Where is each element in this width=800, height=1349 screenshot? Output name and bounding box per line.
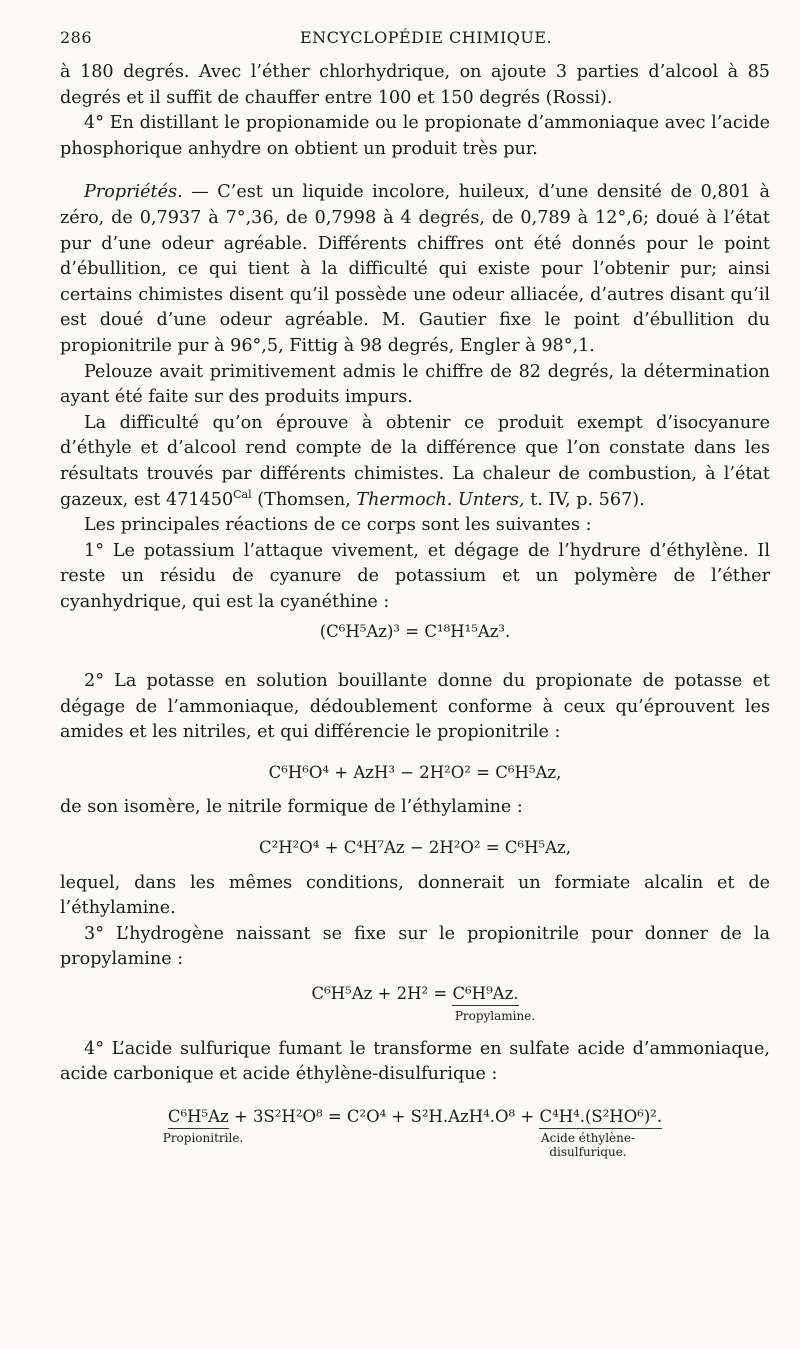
equation-sulfuric [60, 1104, 770, 1130]
equation-potash: C⁶H⁶O⁴ + AzH³ − 2H²O² = C⁶H⁵Az, [268, 762, 562, 782]
paragraph: à 180 degrés. Avec l’éther chlorhydrique, on ajoute 3 parties d’alcool à 85 degrés et il suffit de chauffer entre 100 et 150 degrés (Rossi). [60, 62, 770, 108]
paragraph: 2° La potasse en solution bouillante donne du propionate de potasse et dégage de l’ammoniaque, dédoublement conforme à ceux qu’éprouvent les amides et les nitriles, et qui différencie le propionitrile : [60, 671, 770, 743]
paragraph-text: — C’est un liquide incolore, huileux, d’une densité de 0,801 à zéro, de 0,7937 à 7°,36, de 0,7998 à 4 degrés, de 0,789 à 12°,6; doué à l’état pur d’une odeur agréable. Différents chiffres ont été donnés pour le point d’ébullition, ce qui tient à la difficulté qui existe pour l’obtenir pur; ainsi certains chimistes disent qu’il possède une odeur alliacée, d’autres disant qu’il est doué d’une odeur agréable. M. Gautier fixe le point d’ébullition du propionitrile pur à 96°,5, Fittig à 98 degrés, Engler à 98°,1. [60, 182, 770, 356]
equation-reactant: C⁶H⁵Az [168, 1106, 229, 1129]
body-text [60, 60, 770, 1173]
paragraph: lequel, dans les mêmes conditions, donnerait un formiate alcalin et de l’éthylamine. [60, 872, 770, 919]
equation-labels [60, 1007, 770, 1029]
paragraph: 3° L’hydrogène naissant se fixe sur le propionitrile pour donner de la propylamine : [60, 923, 770, 970]
label-propylamine: Propylamine. [454, 1008, 536, 1023]
label-propionitrile: Propionitrile. [162, 1131, 244, 1146]
paragraph: 1° Le potassium l’attaque vivement, et dégage de l’hydrure d’éthylène. Il reste un résidu de cyanure de potassium et un polymère de l’éther cyanhydrique, qui est la cyanéthine : [60, 540, 770, 612]
paragraph: Pelouze avait primitivement admis le chiffre de 82 degrés, la détermination ayant été faite sur des produits impurs. [60, 361, 770, 408]
equation-product: C⁶H⁹Az. [452, 983, 518, 1006]
paragraph: Les principales réactions de ce corps sont les suivantes : [84, 515, 592, 536]
page-number: 286 [60, 28, 93, 47]
page-header [60, 28, 770, 52]
paragraph-combustion [60, 411, 770, 513]
equation-part: + 3S²H²O⁸ = C²O⁴ + S²H.AzH⁴.O⁸ + [228, 1106, 540, 1126]
equation-labels [60, 1129, 770, 1173]
paragraph: 4° En distillant le propionamide ou le propionate d’ammoniaque avec l’acide phosphorique anhydre on obtient un produit très pur. [60, 113, 770, 159]
paragraph-text: (Thomsen, [251, 489, 357, 510]
equation-isomer: C²H²O⁴ + C⁴H⁷Az − 2H²O² = C⁶H⁵Az, [259, 838, 571, 858]
paragraph: de son isomère, le nitrile formique de l’éthylamine : [60, 797, 523, 818]
equation-product: C⁴H⁴.(S²HO⁶)². [539, 1106, 662, 1129]
paragraph: 4° L’acide sulfurique fumant le transforme en sulfate acide d’ammoniaque, acide carbonique et acide éthylène-disulfurique : [60, 1038, 770, 1085]
section-lead: Propriétés. [84, 182, 183, 203]
label-ethylene-disulfuric: Acide éthylène-disulfurique. [540, 1131, 636, 1160]
equation-part: C⁶H⁵Az + 2H² = [311, 984, 453, 1003]
paragraph-properties [60, 180, 770, 359]
paragraph-text: La difficulté qu’on éprouve à obtenir ce produit exempt d’isocyanure d’éthyle et d’alcool rend compte de la différence que l’on constate dans les résultats trouvés par différents chimistes. La chaleur de combustion, à l’état gazeux, est 471450 [60, 412, 770, 510]
citation: Thermoch. Unters, [356, 489, 525, 510]
equation-cyanethine: (C⁶H⁵Az)³ = C¹⁸H¹⁵Az³. [319, 622, 511, 642]
equation-propylamine [60, 981, 770, 1007]
running-title: ENCYCLOPÉDIE CHIMIQUE. [300, 28, 553, 47]
paragraph-text: t. IV, p. 567). [524, 489, 645, 510]
unit-superscript: Cal [233, 487, 252, 501]
